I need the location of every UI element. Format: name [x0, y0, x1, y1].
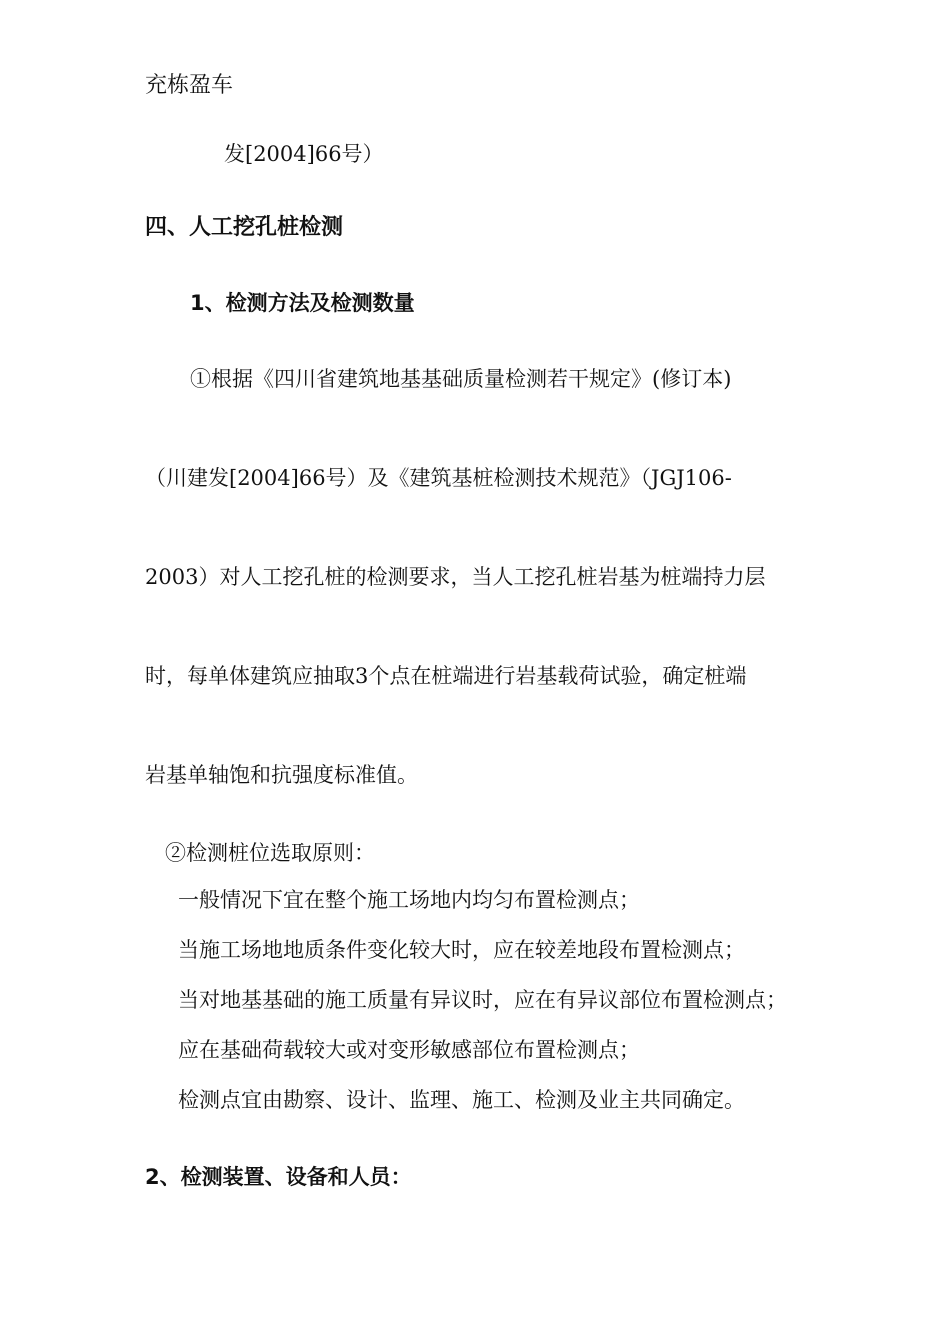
list-item: 应在基础荷载较大或对变形敏感部位布置检测点； [178, 1038, 640, 1062]
list-item: 当施工场地地质条件变化较大时，应在较差地段布置检测点； [178, 938, 745, 962]
paragraph-1-line-4: 时，每单体建筑应抽取3个点在桩端进行岩基载荷试验，确定桩端 [145, 664, 747, 688]
list-item: 一般情况下宜在整个施工场地内均匀布置检测点； [178, 888, 640, 912]
section-heading-4: 四、人工挖孔桩检测 [145, 215, 344, 240]
subsection-heading-2: 2、检测装置、设备和人员： [145, 1165, 412, 1189]
paragraph-1-line-3: 2003）对人工挖孔桩的检测要求，当人工挖孔桩岩基为桩端持力层 [145, 565, 766, 589]
paragraph-1-line-2: （川建发[2004]66号）及《建筑基桩检测技术规范》（JGJ106- [145, 466, 732, 490]
page-header-title: 充栋盈车 [145, 73, 234, 98]
list-item: 检测点宜由勘察、设计、监理、施工、检测及业主共同确定。 [178, 1088, 745, 1112]
subsection-heading-1: 1、检测方法及检测数量 [190, 291, 415, 315]
continuation-text: 发[2004]66号） [224, 142, 384, 166]
list-item: 当对地基基础的施工质量有异议时，应在有异议部位布置检测点； [178, 988, 787, 1012]
paragraph-2-title: ②检测桩位选取原则： [165, 841, 375, 865]
paragraph-1-line-1: ①根据《四川省建筑地基基础质量检测若干规定》(修订本) [190, 367, 732, 391]
paragraph-1-line-5: 岩基单轴饱和抗强度标准值。 [145, 763, 418, 787]
